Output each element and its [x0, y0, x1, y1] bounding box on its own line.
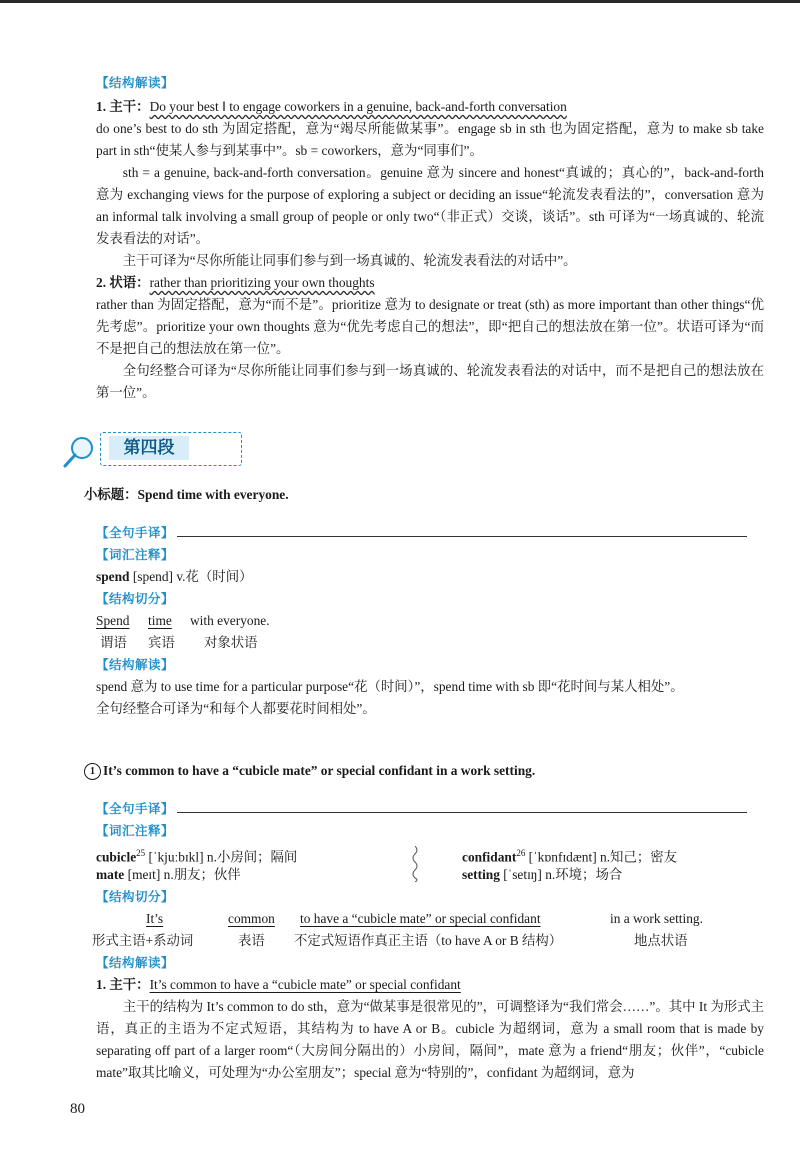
- item-adverbial: 2. 状语：rather than prioritizing your own thoughts: [96, 275, 375, 290]
- translation-blank[interactable]: [177, 522, 747, 537]
- paragraph: 主干可译为“尽你所能让同事们参与到一场真诚的、轮流发表看法的对话中”。: [122, 253, 577, 268]
- sentence-1: 1 It’s common to have a “cubicle mate” or special confidant in a work setting.: [84, 760, 764, 782]
- translate-row: 【全句手译】: [96, 798, 764, 820]
- vocab-grid: [96, 842, 764, 886]
- paragraph: rather than 为固定搭配，意为“而不是”。prioritize 意为 to designate or treat (sth) as more important than other things“优先考虑”。prioritize your own thoughts 意为“优先考虑自己的想法”，即“把自己的想法放在第一位”。状语可译为“而不是把自己的想法放在第一位”。: [96, 297, 764, 356]
- vocab-entry: confidant$^{26}$ [ˈkɒnfɪdænt] n.知己；密友: [462, 848, 678, 865]
- paragraph: 全句经整合可译为“和每个人都要花时间相处”。: [96, 701, 376, 716]
- chunk-label: 地点状语: [634, 933, 688, 948]
- tag-analysis: 【结构解读】: [96, 657, 175, 672]
- page-number: 80: [70, 1101, 85, 1117]
- chunk: It’s: [146, 911, 164, 926]
- chunk: with everyone. 对象状语: [190, 613, 270, 650]
- item-main-clause: 1. 主干：It’s common to have a “cubicle mate” or special confidant: [96, 977, 461, 992]
- heading-frame: [100, 432, 242, 466]
- chunk: time 宾语: [148, 613, 175, 650]
- structure-split: [96, 610, 764, 654]
- chunk-label: 表语: [238, 933, 265, 948]
- paragraph: sth = a genuine, back-and-forth conversation。genuine 意为 sincere and honest“真诚的；真心的”，back-and-forth 意为 exchanging views for the purpose of exploring a subject or deciding an issue“轮流发表看法的”，conversation 意为 an informal talk involving a small group of people or only two“（非正式）交谈，谈话”。sth 可译为“一场真诚的、轮流发表看法的对话”。: [96, 165, 764, 246]
- structure-analysis-1: [96, 72, 764, 404]
- item-main-clause: 1. 主干：Do your best ‖ to engage coworkers in a genuine, back-and-forth conversation: [96, 99, 567, 114]
- chunk-label: 不定式短语作真正主语（to have A or B 结构）: [294, 933, 563, 948]
- chunk: Spend 谓语: [96, 613, 130, 650]
- chunk: in a work setting.: [610, 911, 703, 926]
- tag-split: 【结构切分】: [96, 591, 175, 606]
- magnifier-icon: [62, 434, 98, 470]
- tag-split: 【结构切分】: [96, 889, 175, 904]
- translate-row: 【全句手译】: [96, 522, 764, 544]
- top-rule: [0, 0, 800, 3]
- tag-structure-analysis: 【结构解读】: [96, 75, 175, 90]
- subtitle: 小标题：Spend time with everyone.: [84, 487, 289, 502]
- main-clause-text: Do your best ‖ to engage coworkers in a genuine, back-and-forth conversation: [149, 99, 567, 114]
- tag-vocab: 【词汇注释】: [96, 547, 175, 562]
- divider-icon: [410, 846, 420, 882]
- structure-split: [92, 908, 764, 952]
- sentence-1-block: [92, 798, 764, 1084]
- translation-blank[interactable]: [177, 798, 747, 813]
- paragraph: 全句经整合可译为“尽你所能让同事们参与到一场真诚的、轮流发表看法的对话中，而不是把自己的想法放在第一位”。: [96, 363, 764, 400]
- chunk: to have a “cubicle mate” or special confidant: [300, 911, 541, 926]
- vocab-entry: spend [spend] v.花（时间）: [96, 569, 253, 584]
- tag-vocab: 【词汇注释】: [96, 823, 175, 838]
- section-heading: [62, 428, 222, 472]
- paragraph4-block: [96, 522, 764, 720]
- paragraph: spend 意为 to use time for a particular purpose“花（时间）”，spend time with sb 即“花时间与某人相处”。: [96, 679, 684, 694]
- main-clause-text: It’s common to have a “cubicle mate” or special confidant: [149, 977, 461, 992]
- vocab-entry: setting [ˈsetɪŋ] n.环境；场合: [462, 867, 623, 882]
- chunk-label: 形式主语+系动词: [92, 933, 194, 948]
- adverbial-text: rather than prioritizing your own thoughts: [149, 275, 375, 290]
- section-title: 第四段: [109, 436, 189, 460]
- vocab-entry: mate [meɪt] n.朋友；伙伴: [96, 867, 241, 882]
- paragraph: do one’s best to do sth 为固定搭配，意为“竭尽所能做某事”。engage sb in sth 也为固定搭配，意为 to make sb take part in sth“使某人参与到某事中”。sb = coworkers，意为“同事们”。: [96, 121, 764, 158]
- paragraph: 主干的结构为 It’s common to do sth，意为“做某事是很常见的”，可调整译为“我们常会……”。其中 It 为形式主语，真正的主语为不定式短语，其结构为 to have A or B。cubicle 为超纲词，意为 a small room that is made by separating off part of a larger room“（大房间分隔出的）小房间，隔间”，mate 意为 a friend“朋友；伙伴”，“cubicle mate”取其比喻义，可处理为“办公室朋友”；special 意为“特别的”，confidant 为超纲词，意为: [96, 999, 764, 1080]
- sentence-number: 1: [84, 763, 101, 780]
- tag-analysis: 【结构解读】: [96, 955, 175, 970]
- vocab-entry: cubicle$^{25}$ [ˈkjuːbɪkl] n.小房间；隔间: [96, 848, 298, 865]
- chunk: common: [228, 911, 275, 926]
